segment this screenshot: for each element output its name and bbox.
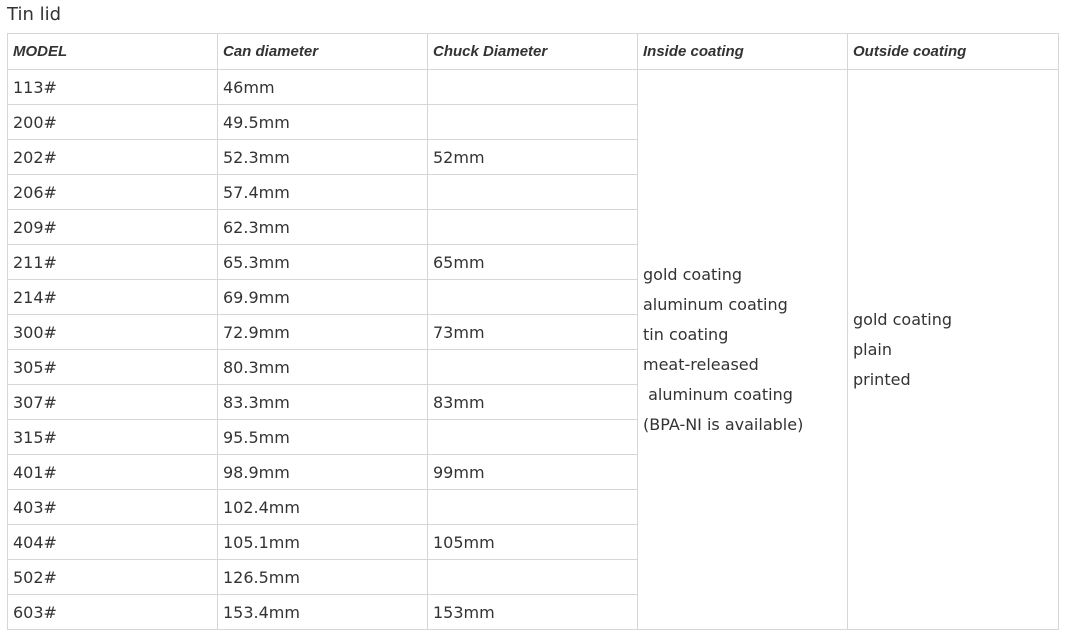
header-outside-coating: Outside coating — [848, 34, 1059, 70]
header-row — [8, 34, 1059, 70]
model-cell: 300# — [8, 315, 218, 350]
chuck-diameter-cell: 105mm — [428, 525, 638, 560]
can-diameter-cell: 49.5mm — [218, 105, 428, 140]
chuck-diameter-cell — [428, 70, 638, 105]
chuck-diameter-cell — [428, 560, 638, 595]
model-cell: 603# — [8, 595, 218, 630]
header-chuck-diameter: Chuck Diameter — [428, 34, 638, 70]
can-diameter-cell: 69.9mm — [218, 280, 428, 315]
inside-coating-line: aluminum coating — [643, 384, 793, 404]
model-cell: 211# — [8, 245, 218, 280]
can-diameter-cell: 102.4mm — [218, 490, 428, 525]
model-cell: 305# — [8, 350, 218, 385]
can-diameter-cell: 83.3mm — [218, 385, 428, 420]
model-cell: 403# — [8, 490, 218, 525]
model-cell: 404# — [8, 525, 218, 560]
chuck-diameter-cell: 52mm — [428, 140, 638, 175]
can-diameter-cell: 57.4mm — [218, 175, 428, 210]
outside-coating-cell — [848, 70, 1059, 630]
can-diameter-cell: 80.3mm — [218, 350, 428, 385]
can-diameter-cell: 62.3mm — [218, 210, 428, 245]
can-diameter-cell: 72.9mm — [218, 315, 428, 350]
table-row — [8, 70, 1059, 105]
model-cell: 209# — [8, 210, 218, 245]
model-cell: 206# — [8, 175, 218, 210]
can-diameter-cell: 153.4mm — [218, 595, 428, 630]
header-inside-coating: Inside coating — [638, 34, 848, 70]
can-diameter-cell: 105.1mm — [218, 525, 428, 560]
inside-coating-line: (BPA-NI is available) — [643, 414, 804, 434]
chuck-diameter-cell: 83mm — [428, 385, 638, 420]
page-title: Tin lid — [7, 4, 61, 25]
model-cell: 200# — [8, 105, 218, 140]
chuck-diameter-cell — [428, 490, 638, 525]
chuck-diameter-cell — [428, 280, 638, 315]
chuck-diameter-cell — [428, 105, 638, 140]
outside-coating-line: printed — [853, 369, 911, 389]
inside-coating-cell — [638, 70, 848, 630]
model-cell: 113# — [8, 70, 218, 105]
header-can-diameter: Can diameter — [218, 34, 428, 70]
chuck-diameter-cell — [428, 175, 638, 210]
outside-coating-line: gold coating — [853, 309, 953, 329]
outside-coating-line: plain — [853, 339, 892, 359]
can-diameter-cell: 126.5mm — [218, 560, 428, 595]
chuck-diameter-cell — [428, 210, 638, 245]
inside-coating-line: meat-released — [643, 354, 759, 374]
model-cell: 401# — [8, 455, 218, 490]
can-diameter-cell: 98.9mm — [218, 455, 428, 490]
chuck-diameter-cell: 73mm — [428, 315, 638, 350]
chuck-diameter-cell: 99mm — [428, 455, 638, 490]
inside-coating-line: gold coating — [643, 264, 743, 284]
can-diameter-cell: 52.3mm — [218, 140, 428, 175]
chuck-diameter-cell — [428, 420, 638, 455]
inside-coating-line: tin coating — [643, 324, 729, 344]
can-diameter-cell: 46mm — [218, 70, 428, 105]
chuck-diameter-cell: 65mm — [428, 245, 638, 280]
spec-table — [7, 33, 1059, 630]
model-cell: 502# — [8, 560, 218, 595]
chuck-diameter-cell: 153mm — [428, 595, 638, 630]
model-cell: 307# — [8, 385, 218, 420]
inside-coating-line: aluminum coating — [643, 294, 788, 314]
model-cell: 202# — [8, 140, 218, 175]
chuck-diameter-cell — [428, 350, 638, 385]
model-cell: 315# — [8, 420, 218, 455]
can-diameter-cell: 65.3mm — [218, 245, 428, 280]
model-cell: 214# — [8, 280, 218, 315]
header-model: MODEL — [8, 34, 218, 70]
can-diameter-cell: 95.5mm — [218, 420, 428, 455]
